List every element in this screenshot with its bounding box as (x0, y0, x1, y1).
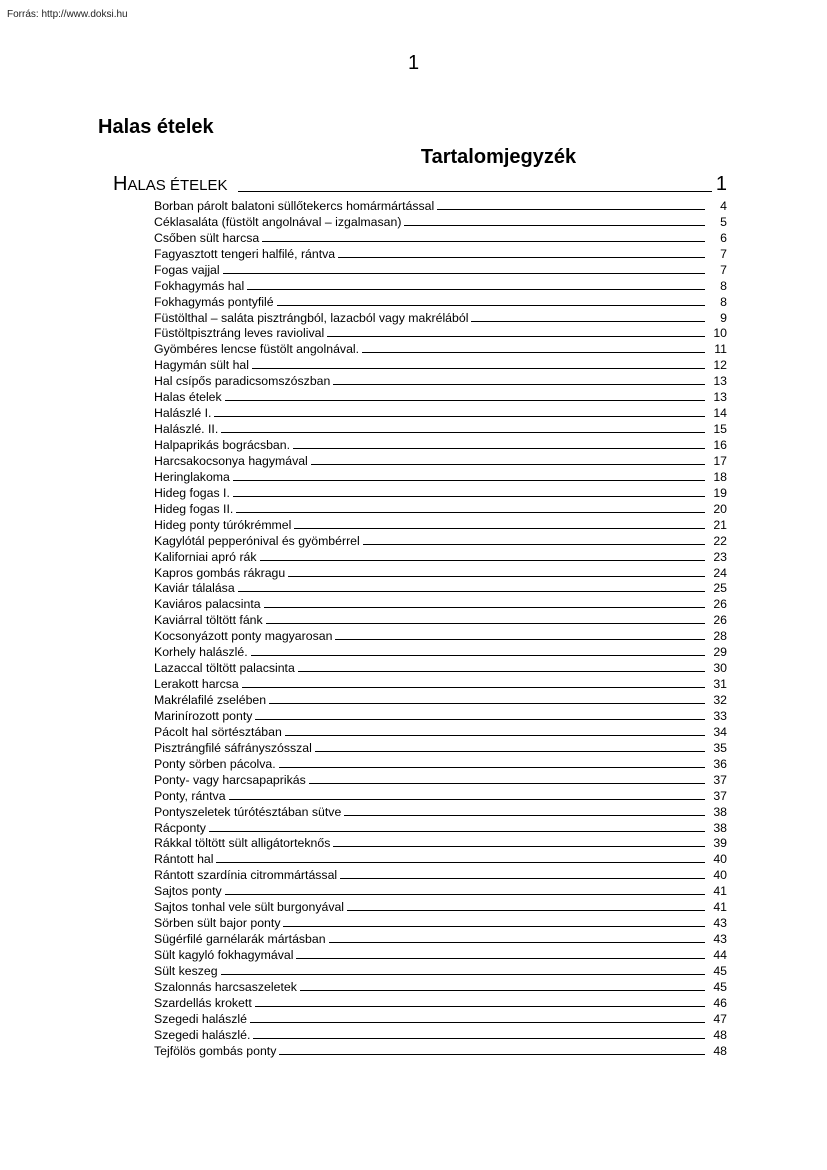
toc-entry[interactable] (154, 898, 727, 914)
leader-line (269, 702, 705, 704)
toc-entry[interactable] (154, 1010, 727, 1026)
leader-line (333, 845, 705, 847)
toc-entry-page: 25 (713, 581, 727, 596)
leader-line (262, 240, 705, 242)
toc-entry[interactable] (154, 739, 727, 755)
leader-line (266, 622, 705, 624)
toc-entry-title: Tejfölös gombás ponty (154, 1043, 277, 1058)
leader-line (209, 830, 705, 832)
leader-line (250, 1021, 705, 1023)
toc-entry-title: Sörben sült bajor ponty (154, 916, 281, 931)
toc-entry-page: 23 (713, 549, 727, 564)
leader-line (340, 877, 705, 879)
toc-entry-page: 24 (713, 565, 727, 580)
toc-entry[interactable] (154, 659, 727, 675)
toc-entry-title: Korhely halászlé. (154, 645, 248, 660)
leader-line (264, 606, 705, 608)
toc-entry-title: Harcsakocsonya hagymával (154, 453, 308, 468)
toc-entry[interactable] (154, 356, 727, 372)
leader-line (437, 208, 705, 210)
leader-line (223, 272, 705, 274)
toc-entry[interactable] (154, 771, 727, 787)
leader-line (404, 224, 705, 226)
toc-entry-page: 37 (713, 788, 727, 803)
toc-entry[interactable] (154, 261, 727, 277)
toc-entry[interactable] (154, 803, 727, 819)
toc-entry-title: Halas ételek (154, 390, 222, 405)
toc-entry-title: Kaviár tálalása (154, 581, 235, 596)
toc-entry[interactable] (154, 277, 727, 293)
toc-entry-page: 37 (713, 772, 727, 787)
leader-line (238, 190, 712, 192)
toc-entry-title: Kagylótál pepperónival és gyömbérrel (154, 533, 360, 548)
toc-entry[interactable] (154, 914, 727, 930)
toc-entry-title: Pontyszeletek túrótésztában sütve (154, 804, 342, 819)
leader-line (300, 989, 705, 991)
leader-line (214, 415, 705, 417)
toc-entry-title: Hideg fogas II. (154, 501, 234, 516)
toc-entry-page: 8 (720, 278, 727, 293)
toc-entry[interactable] (154, 962, 727, 978)
toc-entry-page: 43 (713, 916, 727, 931)
toc-entry[interactable] (154, 325, 727, 341)
leader-line (293, 447, 705, 449)
leader-line (363, 543, 705, 545)
toc-entry[interactable] (154, 516, 727, 532)
leader-line (236, 511, 705, 513)
toc-entry[interactable] (154, 627, 727, 643)
toc-entry[interactable] (154, 564, 727, 580)
toc-entry-title: Halpaprikás bográcsban. (154, 438, 291, 452)
toc-entry-page: 39 (713, 836, 727, 851)
toc-entry-page: 38 (713, 804, 727, 819)
toc-entry-title: Kaviáros palacsinta (154, 597, 261, 612)
toc-entry[interactable] (154, 500, 727, 516)
toc-entry-title: Csőben sült harcsa (154, 230, 260, 245)
leader-line (294, 527, 705, 529)
toc-entry-title: Gyömbéres lencse füstölt angolnával. (154, 342, 360, 357)
toc-entry-title: Hagymán sült hal (154, 358, 250, 373)
toc-entry-title: Makrélafilé zselében (154, 693, 267, 707)
toc-entry-title: Szegedi halászlé (154, 1011, 247, 1026)
toc-entry[interactable] (154, 1042, 727, 1058)
toc-entry[interactable] (154, 229, 727, 245)
toc-entry-title: Rántott szardínia citrommártással (154, 868, 338, 883)
toc-entry-title: Füstöltpisztráng leves raviolival (154, 326, 325, 341)
toc-entry[interactable] (154, 835, 727, 851)
toc-entry-page: 40 (713, 852, 727, 867)
toc-entry-page: 41 (713, 900, 727, 915)
toc-entry[interactable] (154, 930, 727, 946)
toc-entry[interactable] (154, 548, 727, 564)
leader-line (344, 814, 705, 816)
toc-entry-title: Ponty, rántva (154, 788, 226, 803)
source-link[interactable]: Forrás: http://www.doksi.hu (7, 9, 128, 20)
toc-entry-page: 13 (713, 390, 727, 405)
leader-line (251, 654, 705, 656)
leader-line (335, 638, 705, 640)
leader-line (229, 798, 705, 800)
section-page-number: 1 (715, 173, 727, 195)
toc-entry-title: Hideg fogas I. (154, 485, 230, 500)
leader-line (329, 941, 705, 943)
toc-entry-title: Sült kagyló fokhagymával (154, 948, 294, 962)
toc-entry[interactable] (154, 994, 727, 1010)
toc-entry-title: Kocsonyázott ponty magyarosan (154, 629, 333, 644)
toc-entry-title: Rántott hal (154, 852, 214, 867)
toc-entry-page: 40 (713, 868, 727, 883)
toc-entry-title: Fokhagymás pontyfilé (154, 294, 274, 309)
toc-entry[interactable] (154, 611, 727, 627)
leader-line (221, 431, 705, 433)
toc-entry-title: Céklasaláta (füstölt angolnával – izgalmasan) (154, 214, 402, 229)
toc-entry-page: 6 (720, 230, 727, 245)
toc-entry[interactable] (154, 978, 727, 994)
toc-entry[interactable] (154, 643, 727, 659)
leader-line (255, 718, 705, 720)
toc-entry[interactable] (154, 755, 727, 771)
toc-entry-page: 26 (713, 613, 727, 628)
toc-entry-page: 19 (713, 485, 727, 500)
toc-entry-page: 26 (713, 597, 727, 612)
toc-entry-page: 47 (713, 1011, 727, 1026)
toc-entry-title: Marinírozott ponty (154, 708, 253, 723)
toc-entry-title: Sajtos ponty (154, 884, 222, 899)
toc-entry[interactable] (154, 580, 727, 596)
toc-entry[interactable] (154, 340, 727, 356)
leader-line (279, 766, 705, 768)
toc-entry-title: Füstölthal – saláta pisztrángból, lazacból vagy makrélából (154, 310, 469, 325)
leader-line (288, 575, 705, 577)
toc-entry-page: 9 (720, 310, 727, 325)
toc-entry[interactable] (154, 707, 727, 723)
leader-line (327, 335, 705, 337)
toc-entry-title: Lazaccal töltött palacsinta (154, 661, 295, 676)
toc-entry[interactable] (154, 850, 727, 866)
toc-section-halas-etelek[interactable] (113, 172, 727, 196)
toc-entry[interactable] (154, 309, 727, 325)
toc-entry[interactable] (154, 484, 727, 500)
toc-entry[interactable] (154, 946, 727, 962)
toc-entry-page: 28 (713, 629, 727, 644)
toc-entry-page: 29 (713, 645, 727, 660)
leader-line (225, 893, 705, 895)
toc-entry-page: 21 (713, 517, 727, 532)
toc-entry-page: 30 (713, 661, 727, 676)
leader-line (233, 495, 705, 497)
toc-entry-page: 38 (713, 820, 727, 835)
toc-entry-title: Rácponty (154, 820, 206, 835)
toc-entry-title: Borban párolt balatoni süllőtekercs homármártással (154, 198, 435, 213)
toc-entry-title: Lerakott harcsa (154, 677, 239, 692)
toc-entry-page: 44 (713, 948, 727, 962)
toc-entry-title: Fogas vajjal (154, 262, 220, 277)
toc-entry[interactable] (154, 532, 727, 548)
toc-entry-page: 11 (714, 342, 727, 357)
toc-entry[interactable] (154, 595, 727, 611)
toc-entry-page: 5 (720, 214, 727, 229)
toc-entry-page: 15 (713, 422, 727, 437)
leader-line (238, 590, 705, 592)
toc-entry-page: 18 (713, 469, 727, 484)
toc-entry-page: 4 (720, 198, 727, 213)
toc-entry-title: Ponty sörben pácolva. (154, 756, 276, 771)
document-title: Halas ételek (98, 116, 214, 138)
toc-entry-page: 12 (713, 358, 727, 373)
toc-entry-page: 7 (720, 246, 727, 261)
leader-line (279, 1053, 705, 1055)
page-number: 1 (407, 52, 420, 74)
leader-line (315, 750, 705, 752)
toc-entry[interactable] (154, 372, 727, 388)
leader-line (260, 559, 705, 561)
leader-line (216, 861, 705, 863)
leader-line (296, 957, 705, 959)
toc-entry-page: 17 (713, 453, 727, 468)
toc-entry-page: 41 (713, 884, 727, 899)
toc-entry[interactable] (154, 1026, 727, 1042)
toc-entry-page: 16 (713, 438, 727, 452)
toc-entry[interactable] (154, 293, 727, 309)
toc-entry-title: Hideg ponty túrókrémmel (154, 517, 292, 532)
toc-entry-page: 8 (720, 294, 727, 309)
leader-line (283, 925, 705, 927)
toc-entry[interactable] (154, 723, 727, 739)
toc-entry-page: 46 (713, 995, 727, 1010)
toc-entry-page: 20 (713, 501, 727, 516)
toc-entry-page: 45 (713, 963, 727, 978)
toc-entry[interactable] (154, 245, 727, 261)
leader-line (338, 256, 705, 258)
toc-entry-page: 14 (713, 406, 727, 421)
toc-entry-page: 35 (713, 740, 727, 755)
toc-entry-title: Ponty- vagy harcsapaprikás (154, 772, 306, 787)
toc-entry[interactable] (154, 197, 727, 213)
leader-line (309, 782, 705, 784)
toc-entry-title: Kaviárral töltött fánk (154, 613, 263, 628)
toc-entry[interactable] (154, 882, 727, 898)
toc-entry-page: 48 (713, 1043, 727, 1058)
leader-line (225, 399, 705, 401)
toc-entry-title: Kaliforniai apró rák (154, 549, 257, 564)
toc-entry-title: Halászlé I. (154, 406, 212, 421)
toc-entry-page: 10 (713, 326, 727, 341)
toc-entry-title: Sült keszeg (154, 963, 218, 978)
leader-line (311, 463, 705, 465)
toc-entry-title: Sajtos tonhal vele sült burgonyával (154, 900, 345, 915)
toc-entry-title: Szardellás krokett (154, 995, 252, 1010)
leader-line (285, 734, 705, 736)
toc-entry-title: Pisztrángfilé sáfrányszósszal (154, 740, 312, 755)
toc-entry-page: 13 (713, 374, 727, 389)
toc-entry[interactable] (154, 675, 727, 691)
leader-line (247, 288, 705, 290)
toc-entry-title: Halászlé. II. (154, 422, 219, 437)
toc-entry-title: Kapros gombás rákragu (154, 565, 286, 580)
leader-line (221, 973, 705, 975)
toc-entry-page: 31 (713, 677, 727, 692)
toc-entry-page: 48 (713, 1027, 727, 1042)
leader-line (255, 1005, 705, 1007)
toc-entry-page: 32 (713, 693, 727, 707)
toc-entry[interactable] (154, 819, 727, 835)
leader-line (347, 909, 705, 911)
leader-line (362, 351, 705, 353)
toc-entry[interactable] (154, 468, 727, 484)
toc-entry-page: 33 (713, 708, 727, 723)
leader-line (277, 304, 705, 306)
toc-entry-title: Sügérfilé garnélarák mártásban (154, 932, 326, 947)
toc-entry-title: Szalonnás harcsaszeletek (154, 979, 297, 994)
toc-entry[interactable] (154, 404, 727, 420)
toc-entry[interactable] (154, 388, 727, 404)
toc-entry-title: Fokhagymás hal (154, 278, 245, 293)
toc-entry-title: Szegedi halászlé. (154, 1027, 251, 1042)
toc-entry-title: Fagyasztott tengeri halfilé, rántva (154, 246, 336, 261)
toc-entry[interactable] (154, 213, 727, 229)
toc-entry-page: 43 (713, 932, 727, 947)
toc-entries (154, 197, 727, 1058)
leader-line (233, 479, 705, 481)
toc-entry[interactable] (154, 452, 727, 468)
toc-entry[interactable] (154, 436, 727, 452)
leader-line (298, 670, 705, 672)
toc-entry[interactable] (154, 420, 727, 436)
toc-entry-page: 22 (713, 533, 727, 548)
toc-entry-title: Rákkal töltött sült alligátorteknős (154, 836, 331, 851)
toc-entry-page: 45 (713, 979, 727, 994)
leader-line (333, 383, 705, 385)
toc-entry[interactable] (154, 787, 727, 803)
leader-line (252, 367, 705, 369)
toc-entry-page: 36 (713, 756, 727, 771)
leader-line (242, 686, 705, 688)
toc-entry-page: 34 (713, 724, 727, 739)
toc-heading: Tartalomjegyzék (420, 146, 577, 168)
toc-entry-title: Pácolt hal sörtésztában (154, 724, 282, 739)
toc-entry-title: Hal csípős paradicsomszószban (154, 374, 331, 389)
toc-entry-page: 7 (720, 262, 727, 277)
section-title: HALAS ÉTELEK (113, 173, 228, 195)
toc-entry[interactable] (154, 691, 727, 707)
toc-entry-title: Heringlakoma (154, 469, 230, 484)
leader-line (253, 1037, 705, 1039)
toc-entry[interactable] (154, 866, 727, 882)
leader-line (471, 320, 705, 322)
